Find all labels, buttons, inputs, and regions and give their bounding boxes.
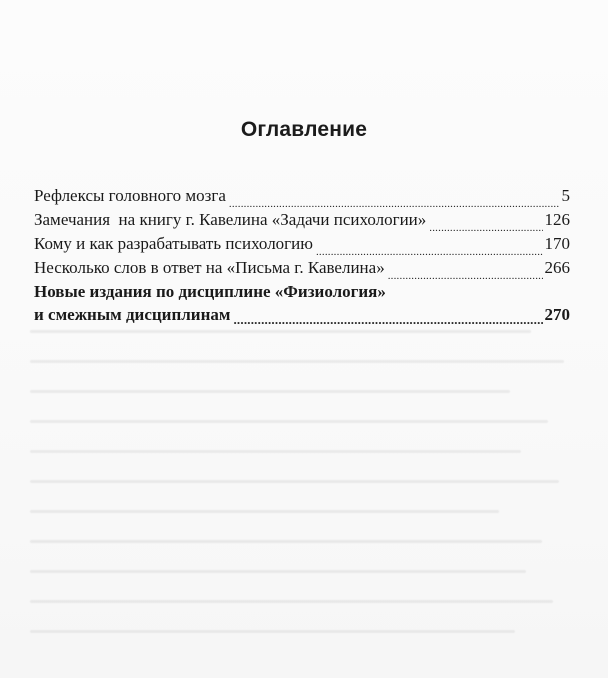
toc-entry-bold-line2: [34, 303, 570, 327]
show-through-text: [30, 330, 575, 670]
toc-entry-label: и смежным дисциплинам: [34, 305, 231, 324]
toc-entry-page: 5: [561, 186, 570, 205]
dot-leader: [388, 267, 543, 284]
toc-entry-page: 126: [544, 210, 570, 229]
toc-entry-page: 270: [544, 305, 570, 324]
toc-entry-label: Несколько слов в ответ на «Письма г. Кавелина»: [34, 258, 385, 277]
dot-leader: [229, 195, 560, 212]
table-of-contents: [34, 184, 570, 327]
dot-leader: [233, 311, 542, 328]
toc-entry-label: Замечания на книгу г. Кавелина «Задачи психологии»: [34, 210, 427, 229]
toc-entry-label: Кому и как разрабатывать психологию: [34, 234, 313, 253]
dot-leader: [316, 243, 543, 260]
toc-entry-label: Рефлексы головного мозга: [34, 186, 226, 205]
toc-entry-page: 170: [544, 234, 570, 253]
toc-entry-page: 266: [544, 258, 570, 277]
dot-leader: [429, 219, 542, 236]
toc-entry-label: Новые издания по дисциплине «Физиология»: [34, 282, 386, 301]
page-title: Оглавление: [240, 118, 368, 141]
toc-entry: [34, 184, 570, 208]
